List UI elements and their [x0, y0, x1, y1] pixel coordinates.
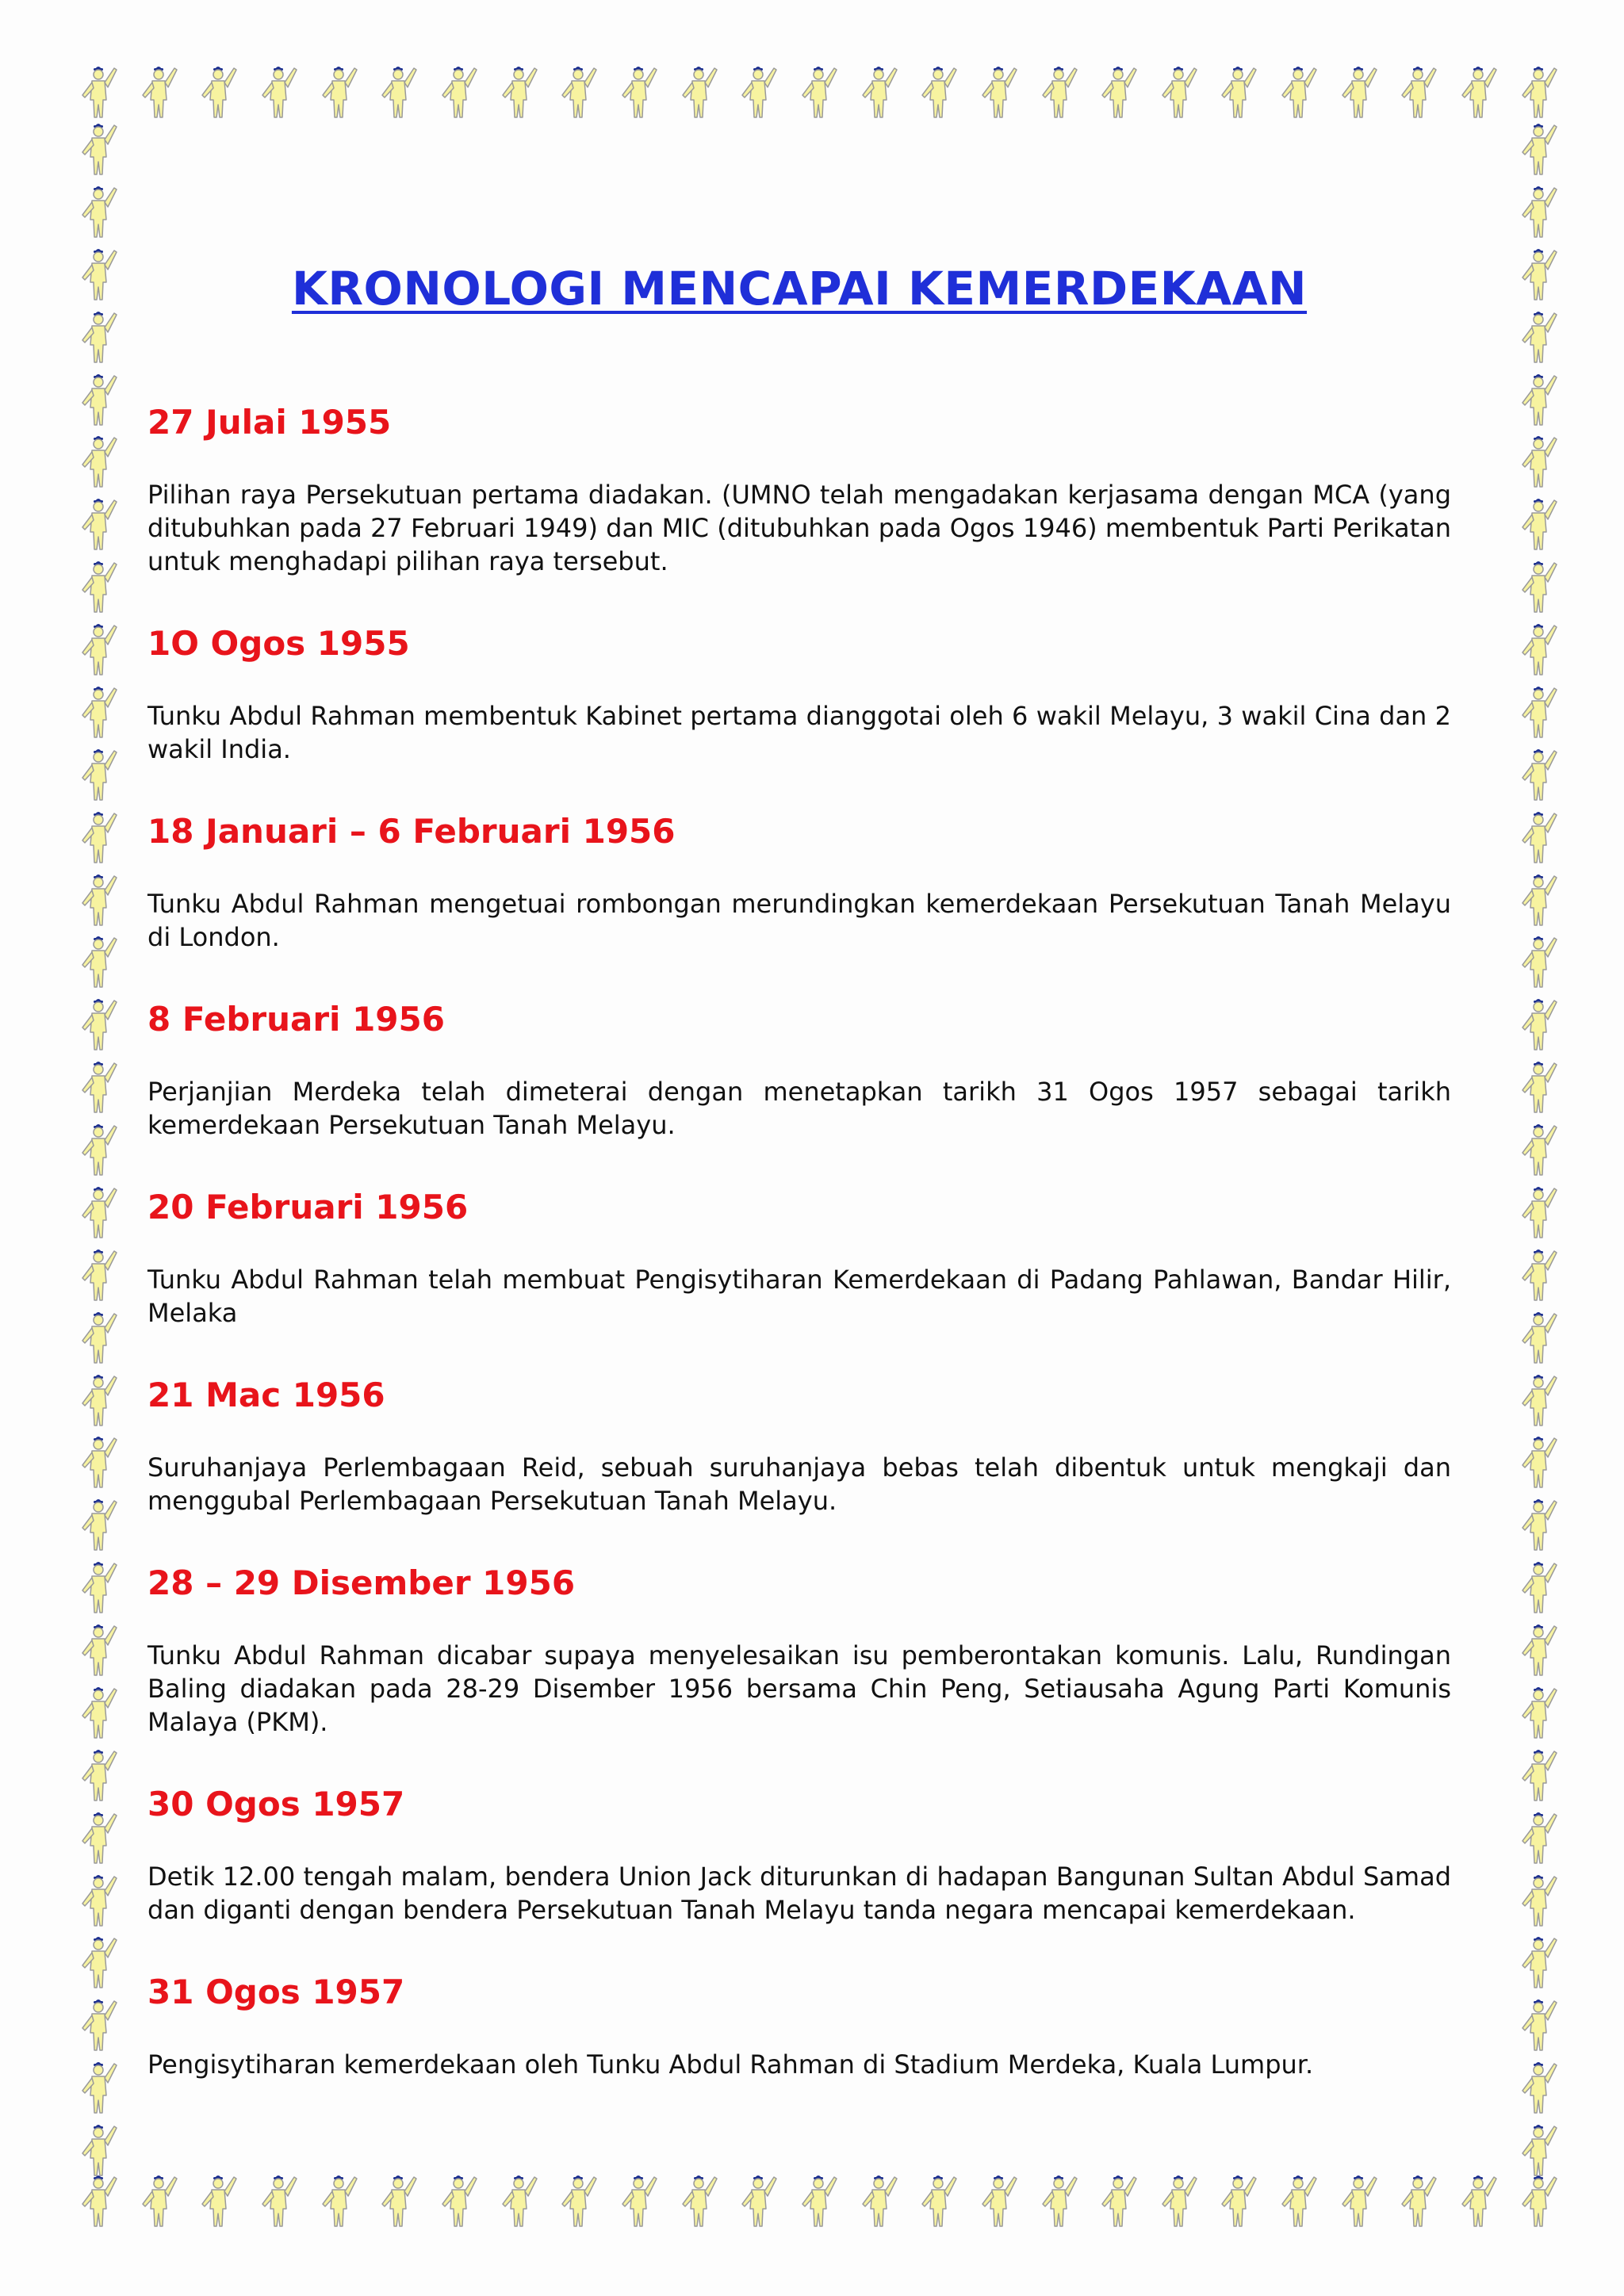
waving-figure-icon	[76, 744, 121, 805]
waving-figure-icon	[1516, 1932, 1561, 1992]
waving-figure-icon	[76, 1119, 121, 1180]
waving-figure-icon	[736, 2171, 780, 2231]
waving-figure-icon	[1516, 1370, 1561, 1430]
waving-figure-icon	[76, 182, 121, 242]
waving-figure-icon	[376, 2171, 420, 2231]
waving-figure-icon	[1516, 494, 1561, 554]
waving-figure-icon	[256, 62, 301, 122]
waving-figure-icon	[76, 994, 121, 1054]
waving-figure-icon	[76, 2120, 121, 2180]
waving-figure-icon	[1516, 557, 1561, 617]
waving-figure-icon	[376, 62, 420, 122]
waving-figure-icon	[76, 1870, 121, 1931]
waving-figure-icon	[76, 619, 121, 679]
waving-figure-icon	[1516, 1182, 1561, 1242]
entry-text: Tunku Abdul Rahman membentuk Kabinet pertama dianggotai oleh 6 wakil Melayu, 3 wakil Cina dan 2 wakil India.	[147, 701, 1451, 764]
waving-figure-icon	[1336, 62, 1381, 122]
waving-figure-icon	[76, 1307, 121, 1368]
waving-figure-icon	[1516, 1870, 1561, 1931]
waving-figure-icon	[1516, 244, 1561, 304]
waving-figure-icon	[76, 119, 121, 179]
waving-figure-icon	[1516, 182, 1561, 242]
entry-text: Suruhanjaya Perlembagaan Reid, sebuah suruhanjaya bebas telah dibentuk untuk mengkaji dan menggubal Perlembagaan Persekutuan Tanah Melayu.	[147, 1452, 1451, 1516]
waving-figure-icon	[76, 682, 121, 742]
entry-text: Perjanjian Merdeka telah dimeterai dengan menetapkan tarikh 31 Ogos 1957 sebagai tarikh kemerdekaan Persekutuan Tanah Melayu.	[147, 1077, 1451, 1140]
waving-figure-icon	[1516, 2120, 1561, 2180]
waving-figure-icon	[856, 62, 901, 122]
waving-figure-icon	[76, 932, 121, 992]
entry-date: 28 – 29 Disember 1956	[147, 1563, 576, 1602]
timeline-entry	[147, 1785, 1451, 1927]
waving-figure-icon	[1516, 1995, 1561, 2055]
waving-figure-icon	[76, 1995, 121, 2055]
entry-text: Pengisytiharan kemerdekaan oleh Tunku Abdul Rahman di Stadium Merdeka, Kuala Lumpur.	[147, 2049, 1314, 2080]
border-top	[76, 62, 1561, 127]
waving-figure-icon	[76, 1245, 121, 1305]
timeline-entry	[147, 1563, 1451, 1739]
waving-figure-icon	[76, 1682, 121, 1743]
waving-figure-icon	[76, 244, 121, 304]
waving-figure-icon	[496, 2171, 541, 2231]
waving-figure-icon	[616, 2171, 661, 2231]
waving-figure-icon	[1456, 2171, 1500, 2231]
waving-figure-icon	[676, 2171, 721, 2231]
waving-figure-icon	[556, 2171, 600, 2231]
waving-figure-icon	[1516, 1557, 1561, 1617]
border-left	[76, 119, 121, 2180]
waving-figure-icon	[1036, 2171, 1081, 2231]
waving-figure-icon	[76, 1745, 121, 1805]
waving-figure-icon	[316, 2171, 361, 2231]
waving-figure-icon	[1096, 62, 1140, 122]
waving-figure-icon	[1516, 1620, 1561, 1680]
waving-figure-icon	[196, 2171, 240, 2231]
entry-date: 18 Januari – 6 Februari 1956	[147, 812, 676, 851]
waving-figure-icon	[1516, 994, 1561, 1054]
entry-text: Tunku Abdul Rahman telah membuat Pengisytiharan Kemerdekaan di Padang Pahlawan, Bandar Hilir, Melaka	[147, 1265, 1451, 1328]
waving-figure-icon	[436, 2171, 481, 2231]
waving-figure-icon	[76, 369, 121, 430]
waving-figure-icon	[1096, 2171, 1140, 2231]
waving-figure-icon	[76, 62, 121, 122]
entry-date: 21 Mac 1956	[147, 1376, 385, 1414]
waving-figure-icon	[1156, 62, 1201, 122]
waving-figure-icon	[1516, 870, 1561, 930]
waving-figure-icon	[196, 62, 240, 122]
waving-figure-icon	[136, 62, 181, 122]
waving-figure-icon	[676, 62, 721, 122]
waving-figure-icon	[1516, 1432, 1561, 1492]
waving-figure-icon	[1516, 807, 1561, 867]
entry-date: 27 Julai 1955	[147, 403, 392, 442]
border-right	[1516, 119, 1561, 2180]
waving-figure-icon	[1516, 1307, 1561, 1368]
entry-text: Detik 12.00 tengah malam, bendera Union Jack diturunkan di hadapan Bangunan Sultan Abdul Samad dan diganti dengan bendera Persekutuan Tanah Melayu tanda negara mencapai kemerdekaan.	[147, 1862, 1451, 1925]
waving-figure-icon	[1156, 2171, 1201, 2231]
waving-figure-icon	[136, 2171, 181, 2231]
waving-figure-icon	[1216, 62, 1260, 122]
waving-figure-icon	[76, 2057, 121, 2118]
entry-date: 1O Ogos 1955	[147, 624, 410, 663]
waving-figure-icon	[436, 62, 481, 122]
waving-figure-icon	[76, 1808, 121, 1868]
entry-text: Pilihan raya Persekutuan pertama diadakan. (UMNO telah mengadakan kerjasama dengan MCA (yang ditubuhkan pada 27 Februari 1949) dan MIC (ditubuhkan pada Ogos 1946) membentuk Parti Perikatan untuk menghadapi pilihan raya tersebut.	[147, 480, 1451, 576]
waving-figure-icon	[76, 307, 121, 367]
waving-figure-icon	[76, 870, 121, 930]
waving-figure-icon	[1516, 62, 1561, 122]
waving-figure-icon	[976, 2171, 1021, 2231]
waving-figure-icon	[76, 431, 121, 492]
waving-figure-icon	[1276, 62, 1320, 122]
waving-figure-icon	[1336, 2171, 1381, 2231]
waving-figure-icon	[736, 62, 780, 122]
entry-text: Tunku Abdul Rahman mengetuai rombongan merundingkan kemerdekaan Persekutuan Tanah Melayu di London.	[147, 889, 1451, 952]
waving-figure-icon	[76, 1432, 121, 1492]
waving-figure-icon	[1276, 2171, 1320, 2231]
waving-figure-icon	[1516, 1682, 1561, 1743]
waving-figure-icon	[1516, 1119, 1561, 1180]
waving-figure-icon	[76, 1620, 121, 1680]
waving-figure-icon	[76, 494, 121, 554]
waving-figure-icon	[496, 62, 541, 122]
waving-figure-icon	[976, 62, 1021, 122]
waving-figure-icon	[856, 2171, 901, 2231]
waving-figure-icon	[76, 1557, 121, 1617]
waving-figure-icon	[1516, 119, 1561, 179]
waving-figure-icon	[1516, 619, 1561, 679]
entry-date: 8 Februari 1956	[147, 1000, 445, 1039]
waving-figure-icon	[1516, 744, 1561, 805]
waving-figure-icon	[1516, 369, 1561, 430]
entry-date: 30 Ogos 1957	[147, 1785, 405, 1823]
waving-figure-icon	[76, 1370, 121, 1430]
waving-figure-icon	[1516, 1745, 1561, 1805]
waving-figure-icon	[76, 1494, 121, 1555]
timeline-entry	[147, 403, 1451, 578]
waving-figure-icon	[1516, 1808, 1561, 1868]
timeline-entry	[147, 1376, 1451, 1517]
waving-figure-icon	[1516, 682, 1561, 742]
waving-figure-icon	[1516, 307, 1561, 367]
waving-figure-icon	[1516, 2057, 1561, 2118]
waving-figure-icon	[1456, 62, 1500, 122]
waving-figure-icon	[916, 62, 960, 122]
border-bottom	[76, 2171, 1561, 2236]
entry-date: 31 Ogos 1957	[147, 1973, 405, 2011]
entry-date: 20 Februari 1956	[147, 1188, 469, 1226]
waving-figure-icon	[1396, 62, 1440, 122]
waving-figure-icon	[316, 62, 361, 122]
waving-figure-icon	[796, 62, 841, 122]
waving-figure-icon	[1516, 1245, 1561, 1305]
timeline-entry	[147, 812, 1451, 954]
waving-figure-icon	[1516, 1057, 1561, 1117]
waving-figure-icon	[796, 2171, 841, 2231]
waving-figure-icon	[76, 1932, 121, 1992]
document-content	[147, 262, 1451, 2127]
waving-figure-icon	[1516, 932, 1561, 992]
waving-figure-icon	[76, 807, 121, 867]
waving-figure-icon	[616, 62, 661, 122]
waving-figure-icon	[76, 1182, 121, 1242]
timeline-entry	[147, 1000, 1451, 1142]
waving-figure-icon	[1516, 431, 1561, 492]
waving-figure-icon	[256, 2171, 301, 2231]
page-title: KRONOLOGI MENCAPAI KEMERDEKAAN	[291, 262, 1308, 316]
waving-figure-icon	[916, 2171, 960, 2231]
entry-text: Tunku Abdul Rahman dicabar supaya menyelesaikan isu pemberontakan komunis. Lalu, Rundingan Baling diadakan pada 28-29 Disember 1956 bersama Chin Peng, Setiausaha Agung Parti Komunis Malaya (PKM).	[147, 1640, 1451, 1737]
timeline-entry	[147, 1188, 1451, 1330]
timeline-entry	[147, 1973, 1451, 2081]
waving-figure-icon	[1216, 2171, 1260, 2231]
waving-figure-icon	[1396, 2171, 1440, 2231]
waving-figure-icon	[1036, 62, 1081, 122]
timeline-entry	[147, 624, 1451, 766]
waving-figure-icon	[556, 62, 600, 122]
waving-figure-icon	[76, 1057, 121, 1117]
waving-figure-icon	[1516, 1494, 1561, 1555]
waving-figure-icon	[76, 557, 121, 617]
